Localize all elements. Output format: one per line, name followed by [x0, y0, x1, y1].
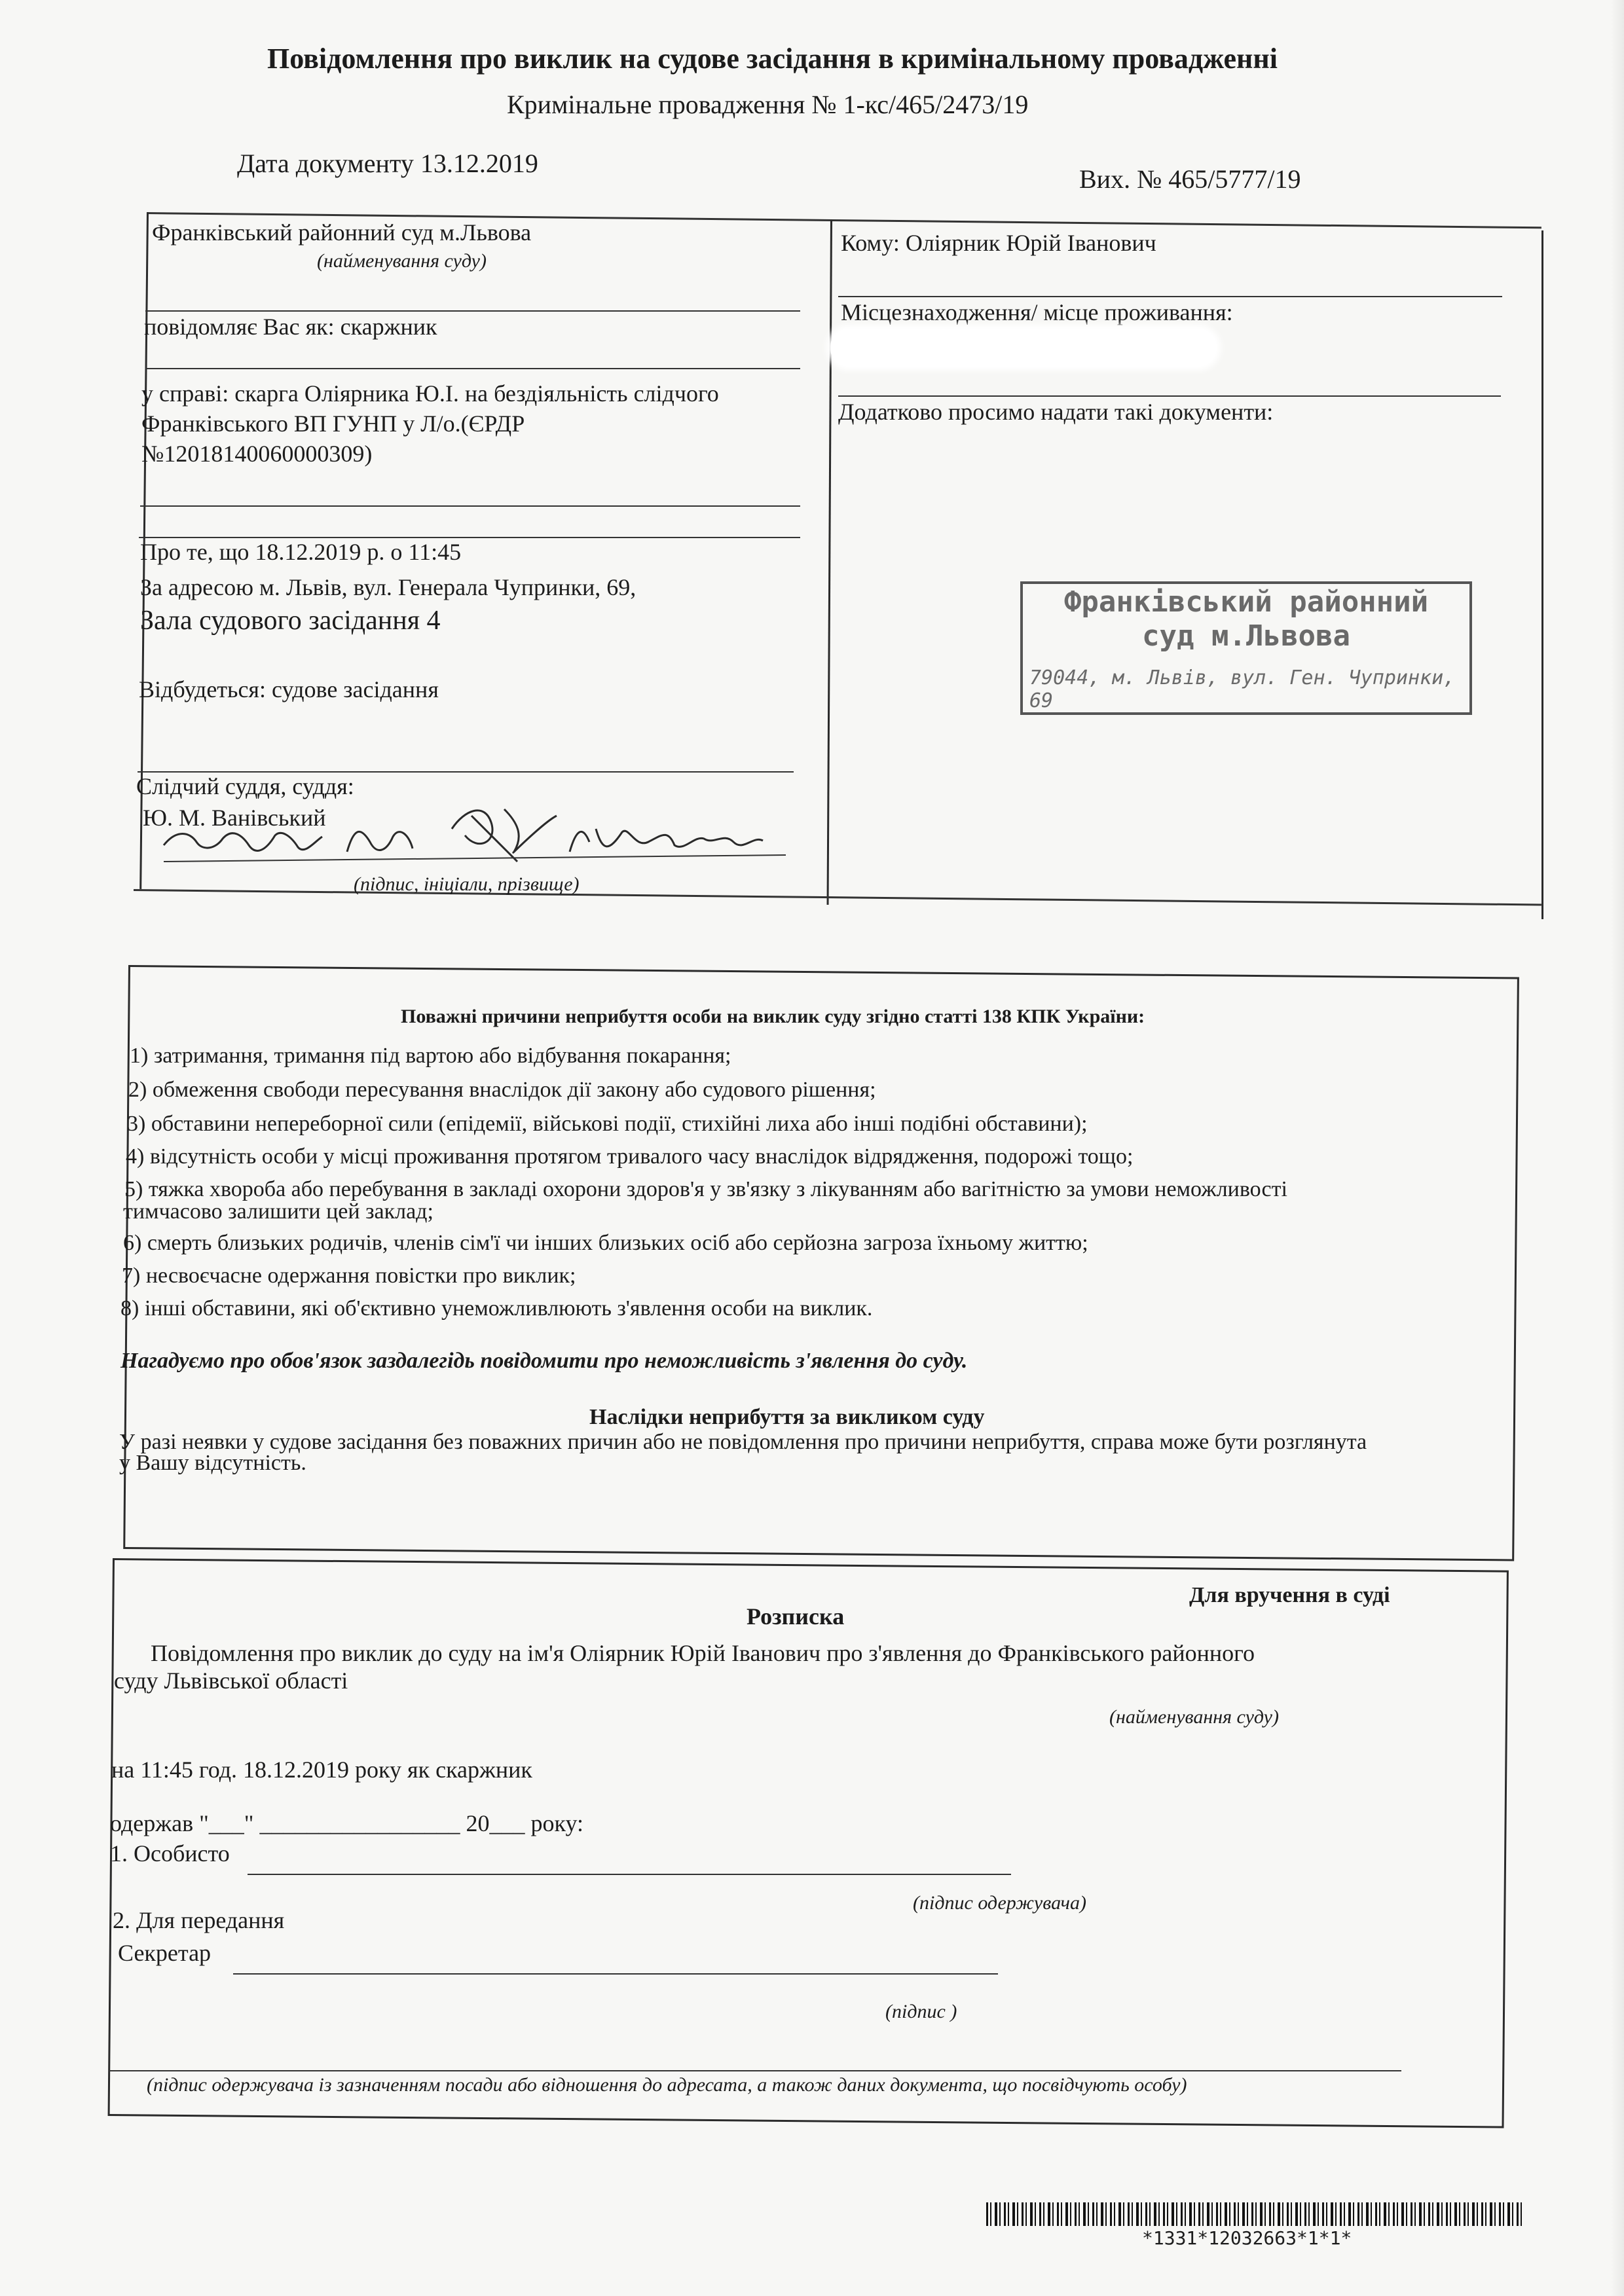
notice-box-middle-line	[827, 220, 832, 905]
reason-item: 2) обмеження свободи пересування внаслідок дії закону або судового рішення;	[128, 1078, 876, 1102]
handwritten-signature	[151, 790, 805, 875]
notice-box-bottom-line	[134, 889, 1541, 906]
reminder-text: Нагадуємо про обов'язок заздалегідь повідомити про неможливість з'явлення до суду.	[120, 1349, 968, 1373]
reason-item: 6) смерть близьких родичів, членів сім'ї чи інших близьких осіб або серйозна загроза їхньому життю;	[123, 1231, 1088, 1255]
barcode-text: *1331*12032663*1*1*	[1142, 2227, 1352, 2249]
receipt-title: Розписка	[747, 1603, 845, 1630]
stamp-line-1: Франківський районний	[1063, 585, 1429, 619]
receipt-footer-caption: (підпис одержувача із зазначенням посади або відношення до адресата, а також даних документа, що посвідчують особу)	[147, 2074, 1187, 2096]
reason-item: 7) несвоєчасне одержання повістки про виклик;	[122, 1264, 576, 1288]
reasons-heading: Поважні причини неприбуття особи на виклик суду згідно статті 138 КПК України:	[401, 1006, 1145, 1027]
receipt-time-line: на 11:45 год. 18.12.2019 року як скаржник	[111, 1757, 532, 1783]
case-line-1: у справі: скарга Оліярника Ю.І. на бездіяльність слідчого	[141, 380, 719, 407]
for-court-label: Для вручення в суді	[1189, 1583, 1390, 1607]
receipt-line-1: Повідомлення про виклик до суду на ім'я Оліярник Юрій Іванович про з'явлення до Франківського районного	[151, 1640, 1255, 1666]
hearing-event: Відбудеться: судове засідання	[139, 676, 439, 702]
reason-item: 5) тяжка хвороба або перебування в закладі охорони здоров'я у зв'язку з лікуванням або вагітністю за умови неможливості	[124, 1177, 1287, 1201]
recipient-sign-caption: (підпис одержувача)	[913, 1892, 1086, 1914]
personal-signature-line	[248, 1874, 1011, 1875]
consequences-line-2: у Вашу відсутність.	[119, 1451, 306, 1475]
hearing-address: За адресою м. Львів, вул. Генерала Чупринки, 69,	[140, 574, 637, 600]
reason-item: 1) затримання, тримання під вартою або відбування покарання;	[130, 1044, 731, 1068]
stamp-line-2: суд м.Львова	[1142, 619, 1350, 653]
case-line-2: Франківського ВП ГУНП у Л/о.(ЄРДР	[141, 410, 525, 437]
barcode	[986, 2202, 1523, 2226]
divider-2	[145, 368, 800, 369]
reason-item: тимчасово залишити цей заклад;	[123, 1199, 434, 1224]
location-label: Місцезнаходження/ місце проживання:	[841, 299, 1233, 325]
receipt-secretary: Секретар	[118, 1940, 212, 1966]
divider-right-1	[838, 296, 1502, 297]
divider-3	[140, 505, 800, 507]
divider-right-2	[838, 395, 1501, 397]
judge-title: Слідчий суддя, суддя:	[136, 773, 354, 799]
signature-caption: (підпис, ініціали, прізвище)	[354, 873, 580, 895]
court-stamp	[1020, 581, 1472, 715]
consequences-line-1: У разі неявки у судове засідання без поважних причин або не повідомлення про причини неприбуття, справа може бути розглянута	[119, 1430, 1367, 1454]
redacted-address	[830, 329, 1217, 367]
case-line-3: №12018140060000309)	[141, 441, 373, 467]
court-name: Франківський районний суд м.Львова	[152, 219, 532, 246]
hearing-hall: Зала судового засідання 4	[140, 606, 441, 636]
receipt-footer-line	[109, 2070, 1401, 2071]
court-name-caption: (найменування суду)	[317, 250, 487, 272]
hearing-time: Про те, що 18.12.2019 р. о 11:45	[140, 539, 462, 565]
receipt-court-caption: (найменування суду)	[1109, 1706, 1279, 1728]
document-date: Дата документу 13.12.2019	[237, 149, 538, 178]
page-edge-shadow	[1611, 0, 1624, 2296]
notice-box-right-line	[1541, 230, 1543, 919]
judge-name: Ю. М. Ванівський	[143, 805, 326, 831]
proceeding-number: Кримінальне провадження № 1-кс/465/2473/19	[507, 90, 1029, 119]
divider-1	[145, 310, 800, 312]
reason-item: 4) відсутність особи у місці проживання протягом тривалого часу внаслідок відрядження, подорожі тощо;	[126, 1144, 1134, 1169]
receipt-transfer: 2. Для передання	[113, 1907, 285, 1933]
consequences-heading: Наслідки неприбуття за викликом суду	[589, 1405, 985, 1429]
receipt-received-line: одержав "___" _________________ 20___ року:	[110, 1810, 584, 1836]
notify-as: повідомляє Вас як: скаржник	[144, 314, 437, 340]
receipt-personal: 1. Особисто	[110, 1840, 230, 1867]
stamp-line-3: 79044, м. Львів, вул. Ген. Чупринки, 69	[1029, 666, 1456, 712]
extra-documents-label: Додатково просимо надати такі документи:	[838, 399, 1274, 425]
secretary-signature-line	[233, 1973, 998, 1975]
document-title: Повідомлення про виклик на судове засідання в кримінальному провадженні	[267, 43, 1278, 75]
outgoing-number: Вих. № 465/5777/19	[1079, 164, 1301, 194]
receipt-line-2: суду Львівської області	[114, 1667, 348, 1694]
reason-item: 8) інші обставини, які об'єктивно унеможливлюють з'явлення особи на виклик.	[120, 1296, 873, 1321]
reason-item: 3) обставини непереборної сили (епідемії, військові події, стихійні лиха або інші подібні обставини);	[127, 1112, 1088, 1136]
recipient-name: Кому: Оліярник Юрій Іванович	[841, 230, 1156, 256]
secretary-sign-caption: (підпис )	[885, 2001, 957, 2022]
